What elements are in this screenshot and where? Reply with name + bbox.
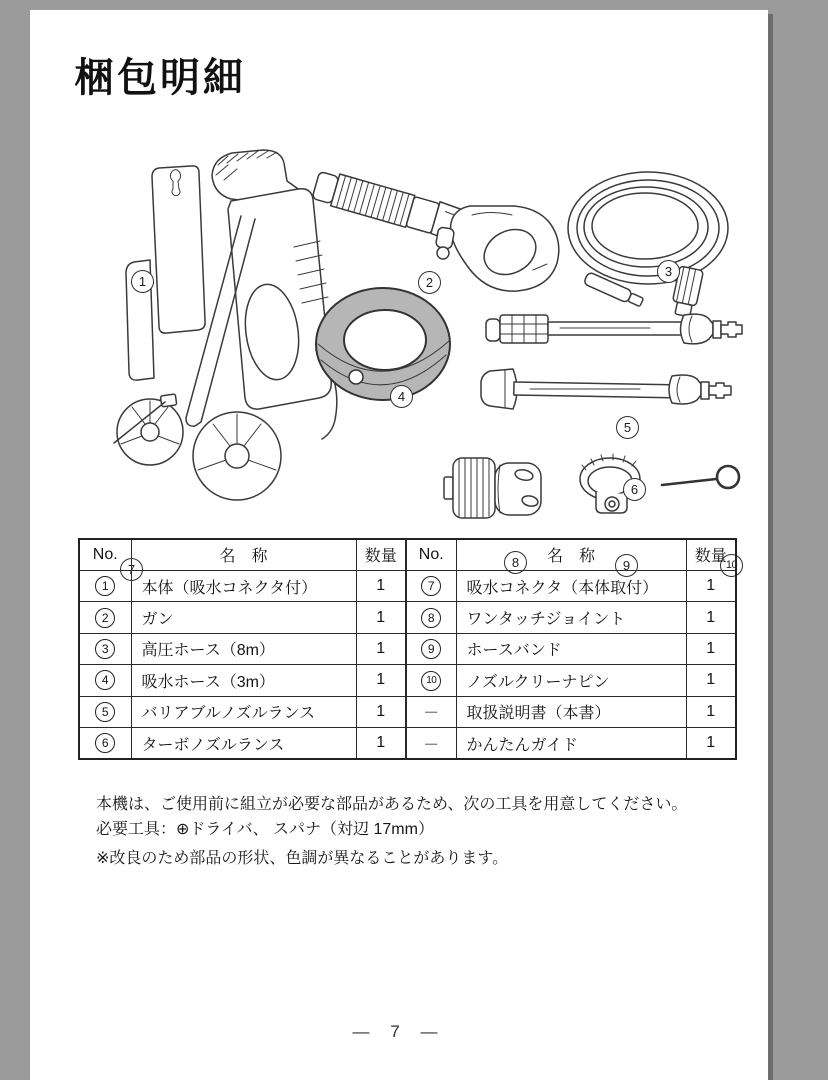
figure-label-7: 7	[120, 558, 143, 581]
part-qty: 1	[686, 696, 736, 727]
figure-label-2: 2	[418, 271, 441, 294]
header-name-right: 名 称	[456, 539, 686, 570]
figure-label-1: 1	[131, 270, 154, 293]
part-number: 4	[79, 665, 131, 696]
main-unit-drawing	[117, 150, 337, 500]
part-name: 取扱説明書（本書）	[456, 696, 686, 727]
table-row	[79, 665, 736, 696]
header-qty-left: 数量	[356, 539, 406, 570]
figure-label-4: 4	[390, 385, 413, 408]
part-qty: 1	[356, 665, 406, 696]
part-name: バリアブルノズルランス	[131, 696, 356, 727]
manual-page	[30, 10, 768, 1080]
turbo-nozzle-lance-drawing	[481, 369, 731, 409]
part-number: 9	[406, 633, 456, 664]
part-number: 2	[79, 602, 131, 633]
part-name: ノズルクリーナピン	[456, 665, 686, 696]
header-qty-right: 数量	[686, 539, 736, 570]
table-row	[79, 728, 736, 759]
part-qty: 1	[356, 696, 406, 727]
part-qty: 1	[686, 602, 736, 633]
part-number: 8	[406, 602, 456, 633]
table-row	[79, 602, 736, 633]
part-qty: 1	[356, 633, 406, 664]
part-name: 吸水コネクタ（本体取付）	[456, 570, 686, 601]
suction-hose-drawing	[316, 288, 450, 400]
part-name: ワンタッチジョイント	[456, 602, 686, 633]
diagram-art	[60, 130, 770, 532]
part-number: －	[406, 728, 456, 759]
part-name: ホースバンド	[456, 633, 686, 664]
part-number: －	[406, 696, 456, 727]
note-line-3: ※改良のため部品の形状、色調が異なることがあります。	[96, 850, 509, 867]
note-line-2: 必要工具：⊕ドライバ、 スパナ（対辺 17mm）	[96, 821, 434, 838]
header-name-left: 名 称	[131, 539, 356, 570]
parts-table	[78, 538, 737, 760]
table-row	[79, 633, 736, 664]
nozzle-cleaner-pin-drawing	[662, 466, 739, 488]
part-number: 3	[79, 633, 131, 664]
part-number: 10	[406, 665, 456, 696]
figure-label-6: 6	[623, 478, 646, 501]
figure-label-9: 9	[615, 554, 638, 577]
part-name: 吸水ホース（3m）	[131, 665, 356, 696]
note-line-1: 本機は、ご使用前に組立が必要な部品があるため、次の工具を用意してください。	[96, 796, 688, 813]
figure-label-10: 10	[720, 554, 743, 577]
figure-label-5: 5	[616, 416, 639, 439]
figure-label-8: 8	[504, 551, 527, 574]
part-qty: 1	[356, 570, 406, 601]
part-qty: 1	[686, 665, 736, 696]
part-name: ガン	[131, 602, 356, 633]
part-number: 6	[79, 728, 131, 759]
part-qty: 1	[356, 602, 406, 633]
header-no-right: No.	[406, 539, 456, 570]
page-number: — 7 —	[352, 1022, 446, 1041]
variable-nozzle-lance-drawing	[486, 314, 742, 344]
part-name: かんたんガイド	[456, 728, 686, 759]
part-qty: 1	[686, 633, 736, 664]
page-title: 梱包明細	[74, 56, 246, 100]
table-row	[79, 570, 736, 601]
part-number: 5	[79, 696, 131, 727]
assembly-notes	[96, 792, 746, 871]
part-name: 高圧ホース（8m）	[131, 633, 356, 664]
table-header-row	[79, 539, 736, 570]
part-name: ターボノズルランス	[131, 728, 356, 759]
figure-label-3: 3	[657, 260, 680, 283]
part-qty: 1	[356, 728, 406, 759]
part-number: 1	[79, 570, 131, 601]
one-touch-joint-drawing	[444, 458, 541, 518]
part-name: 本体（吸水コネクタ付）	[131, 570, 356, 601]
part-qty: 1	[686, 570, 736, 601]
high-pressure-hose-drawing	[568, 172, 728, 318]
table-row	[79, 696, 736, 727]
part-qty: 1	[686, 728, 736, 759]
header-no-left: No.	[79, 539, 131, 570]
part-number: 7	[406, 570, 456, 601]
